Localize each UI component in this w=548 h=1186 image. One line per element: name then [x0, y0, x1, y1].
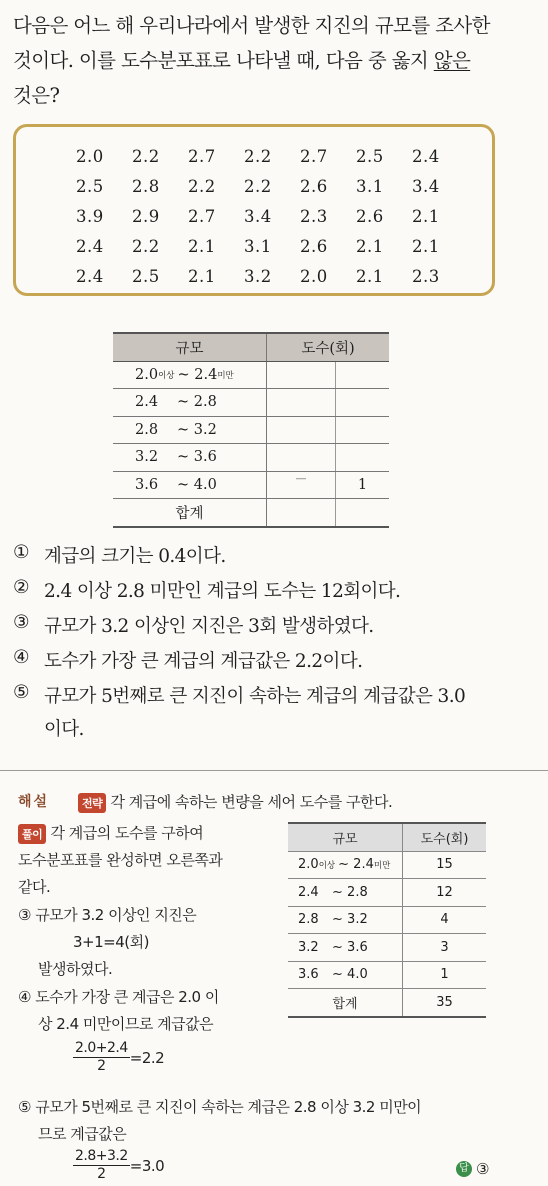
solve-line-3: 같다. [18, 878, 51, 896]
header-scale: 규모 [113, 333, 267, 361]
strategy-line [78, 791, 392, 813]
data-value: 2.1 [188, 267, 216, 286]
data-value: 2.3 [300, 207, 328, 226]
data-value: 2.2 [244, 177, 272, 196]
denominator: 2 [97, 1166, 106, 1182]
data-value: 2.0 [300, 267, 328, 286]
choice-2[interactable] [13, 577, 400, 603]
interval-high: 3.2 [193, 421, 217, 438]
answer [456, 1160, 489, 1178]
data-value: 2.5 [356, 147, 384, 166]
solve-line-7: ④ 도수가 가장 큰 계급은 2.0 이 [18, 988, 219, 1006]
data-value: 2.4 [76, 267, 104, 286]
fraction [73, 1040, 130, 1075]
solve-line-8: 상 2.4 미만이므로 계급값은 [38, 1015, 214, 1033]
data-value: 2.5 [132, 267, 160, 286]
frequency-table-completed [288, 822, 486, 1018]
data-value: 2.5 [76, 177, 104, 196]
data-row [76, 207, 468, 226]
solve-line-1 [18, 822, 203, 844]
frequency-value: 1 [403, 961, 487, 989]
fraction-2 [73, 1148, 164, 1183]
data-value: 2.2 [132, 147, 160, 166]
table-row [288, 879, 486, 907]
data-row [76, 177, 468, 196]
frequency-value: 3 [403, 934, 487, 962]
data-value: 3.4 [412, 177, 440, 196]
sup-above: 이상 [158, 370, 175, 381]
choice-text: 규모가 3.2 이상인 지진은 3회 발생하였다. [44, 616, 374, 637]
data-value: 2.1 [356, 267, 384, 286]
header-frequency: 도수(회) [267, 333, 390, 361]
choice-text: 도수가 가장 큰 계급의 계급값은 2.2이다. [44, 651, 363, 672]
solution-label: 해설 [18, 794, 50, 810]
blank-cell [267, 416, 336, 444]
table-row [113, 361, 389, 389]
data-value: 3.1 [244, 237, 272, 256]
numerator: 2.0+2.4 [75, 1040, 128, 1056]
blank-cell [336, 499, 390, 527]
table-total-row [288, 989, 486, 1017]
question-line-3: 것은? [13, 84, 60, 107]
interval-high: 3.2 [347, 912, 368, 928]
table-row [113, 444, 389, 472]
question-underlined-word: 않은 [433, 49, 471, 72]
solve-text: 각 계급의 도수를 구하여 [50, 824, 204, 842]
interval-high: 2.4 [353, 857, 374, 873]
data-value: 3.2 [244, 267, 272, 286]
tilde: ~ [338, 857, 350, 873]
class-interval [113, 416, 267, 444]
choice-number [13, 715, 44, 741]
section-divider [0, 770, 548, 771]
interval-low: 3.2 [135, 449, 159, 466]
answer-value: ③ [476, 1160, 490, 1178]
class-interval [288, 934, 403, 962]
data-value: 2.2 [244, 147, 272, 166]
choice-text: 2.4 이상 2.8 미만인 계급의 도수는 12회이다. [44, 581, 401, 602]
frequency-table-blank [113, 332, 389, 528]
tilde: ~ [177, 449, 190, 466]
choice-5[interactable] [13, 682, 465, 708]
choice-number: ① [13, 542, 29, 563]
sup-below: 미만 [217, 370, 234, 381]
interval-high: 4.0 [193, 476, 217, 493]
header-scale: 규모 [288, 823, 403, 851]
interval-low: 3.6 [135, 476, 159, 493]
data-value: 2.6 [300, 237, 328, 256]
frequency-value: 15 [403, 851, 487, 879]
data-value: 2.4 [76, 237, 104, 256]
data-value: 2.8 [132, 177, 160, 196]
data-row [76, 237, 468, 256]
data-value: 3.4 [244, 207, 272, 226]
frequency-value: 12 [403, 879, 487, 907]
header-frequency: 도수(회) [403, 823, 487, 851]
frequency-value: 4 [403, 906, 487, 934]
table-row [113, 389, 389, 417]
table-row [113, 416, 389, 444]
denominator: 2 [97, 1058, 106, 1074]
interval-high: 4.0 [347, 967, 368, 983]
frequency-value: 1 [336, 471, 390, 499]
solve-line-5: 3+1=4(회) [73, 933, 149, 951]
choice-text: 규모가 5번째로 큰 지진이 속하는 계급의 계급값은 3.0 [44, 686, 466, 707]
blank-cell [267, 444, 336, 472]
interval-high: 2.4 [194, 366, 218, 383]
data-box [13, 124, 495, 296]
data-value: 2.0 [76, 147, 104, 166]
sup-below: 미만 [373, 860, 391, 871]
question-line-1: 다음은 어느 해 우리나라에서 발생한 지진의 규모를 조사한 [13, 14, 490, 37]
data-value: 2.2 [188, 177, 216, 196]
blank-cell [336, 389, 390, 417]
numerator: 2.8+3.2 [75, 1148, 128, 1164]
interval-low: 3.6 [298, 967, 319, 983]
fraction-result: =2.2 [129, 1048, 165, 1067]
table-total-row [113, 499, 389, 527]
blank-cell [336, 361, 390, 389]
blank-cell [267, 361, 336, 389]
class-interval [113, 389, 267, 417]
interval-low: 2.8 [298, 912, 319, 928]
table-row [113, 471, 389, 499]
blank-cell [267, 499, 336, 527]
table-row [288, 934, 486, 962]
fraction-1 [73, 1040, 164, 1075]
choice-number: ③ [13, 612, 29, 633]
interval-high: 3.6 [193, 449, 217, 466]
interval-low: 2.8 [135, 421, 159, 438]
choice-4[interactable] [13, 647, 362, 673]
data-value: 2.7 [300, 147, 328, 166]
table-row [288, 961, 486, 989]
data-value: 2.2 [132, 237, 160, 256]
data-value: 2.7 [188, 147, 216, 166]
tilde: ~ [332, 967, 343, 983]
choice-number: ④ [13, 647, 29, 668]
interval-low: 2.4 [298, 884, 319, 900]
data-value: 2.3 [412, 267, 440, 286]
data-value: 2.1 [412, 207, 440, 226]
interval-high: 2.8 [347, 884, 368, 900]
class-interval [113, 471, 267, 499]
class-interval [288, 879, 403, 907]
choice-number: ② [13, 577, 29, 598]
table-row [288, 851, 486, 879]
class-interval [288, 906, 403, 934]
tilde: ~ [177, 394, 190, 411]
data-value: 3.9 [76, 207, 104, 226]
class-interval [288, 851, 403, 879]
tilde: ~ [177, 421, 190, 438]
solve-line-10: 므로 계급값은 [38, 1125, 127, 1143]
question-line-2-text: 것이다. 이를 도수분포표로 나타낼 때, 다음 중 옳지 [13, 49, 434, 72]
total-label: 합계 [113, 499, 267, 527]
interval-low: 2.4 [135, 394, 159, 411]
solve-badge: 풀이 [18, 824, 46, 844]
tilde: ~ [332, 884, 343, 900]
data-value: 2.7 [188, 207, 216, 226]
class-interval [113, 444, 267, 472]
data-value: 3.1 [356, 177, 384, 196]
class-interval [288, 961, 403, 989]
sup-above: 이상 [318, 860, 336, 871]
choice-3[interactable] [13, 612, 374, 638]
interval-low: 2.0 [298, 857, 319, 873]
choice-number: ⑤ [13, 682, 29, 703]
blank-cell [336, 416, 390, 444]
answer-badge: 답 [456, 1161, 472, 1177]
interval-low: 2.0 [135, 366, 159, 383]
data-value: 2.4 [412, 147, 440, 166]
tilde: ~ [332, 939, 343, 955]
interval-high: 3.6 [347, 939, 368, 955]
total-label: 합계 [288, 989, 403, 1017]
data-value: 2.1 [356, 237, 384, 256]
interval-high: 2.8 [193, 394, 217, 411]
fraction [73, 1148, 130, 1183]
solve-line-4: ③ 규모가 3.2 이상인 지진은 [18, 906, 197, 924]
data-value: 2.1 [188, 237, 216, 256]
strategy-text: 각 계급에 속하는 변량을 세어 도수를 구한다. [110, 793, 393, 811]
blank-cell [267, 389, 336, 417]
solve-line-2: 도수분포표를 완성하면 오른쪽과 [18, 851, 223, 869]
table-header-row [113, 333, 389, 361]
solve-line-9: ⑤ 규모가 5번째로 큰 지진이 속하는 계급은 2.8 이상 3.2 미만이 [18, 1098, 422, 1116]
data-row [76, 147, 468, 166]
choice-5-continued [13, 715, 84, 741]
table-row [288, 906, 486, 934]
data-row [76, 267, 468, 286]
table-header-row [288, 823, 486, 851]
question-line-2 [13, 45, 470, 73]
interval-low: 3.2 [298, 939, 319, 955]
data-value: 2.1 [412, 237, 440, 256]
class-interval [113, 361, 267, 389]
total-frequency: 35 [403, 989, 487, 1017]
data-value: 2.6 [300, 177, 328, 196]
choice-text: 이다. [44, 719, 84, 740]
tilde: ~ [177, 476, 190, 493]
data-value: 2.9 [132, 207, 160, 226]
dash-cell: — [267, 471, 336, 499]
fraction-result: =3.0 [129, 1156, 165, 1175]
solve-line-6: 발생하였다. [38, 960, 113, 978]
tilde: ~ [177, 366, 190, 383]
data-value: 2.6 [356, 207, 384, 226]
blank-cell [336, 444, 390, 472]
choice-text: 계급의 크기는 0.4이다. [44, 546, 226, 567]
tilde: ~ [332, 912, 343, 928]
strategy-badge: 전략 [78, 793, 106, 813]
choice-1[interactable] [13, 542, 226, 568]
